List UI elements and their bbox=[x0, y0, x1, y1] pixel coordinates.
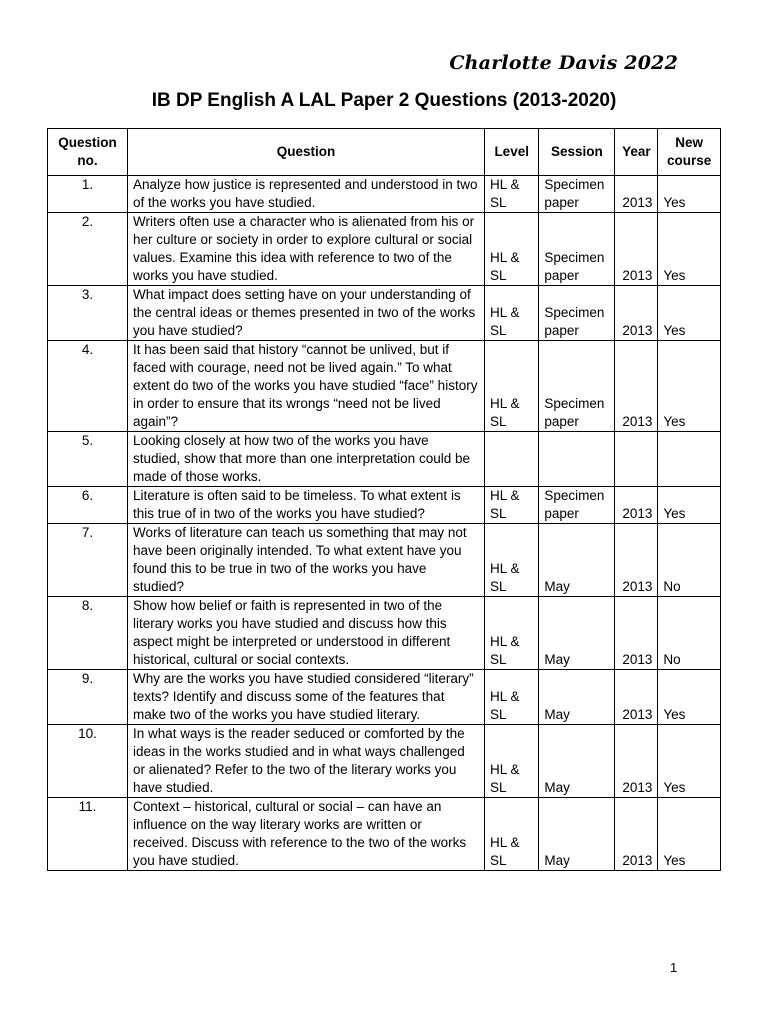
new-course-cell: No bbox=[658, 524, 721, 597]
question-number-cell: 10. bbox=[48, 725, 128, 798]
header-session: Session bbox=[539, 129, 615, 176]
year-cell: 2013 bbox=[615, 341, 658, 432]
session-cell: May bbox=[539, 670, 615, 725]
year-cell: 2013 bbox=[615, 670, 658, 725]
new-course-cell: Yes bbox=[658, 487, 721, 524]
level-cell: HL & SL bbox=[485, 341, 539, 432]
session-cell: May bbox=[539, 524, 615, 597]
question-text-cell: Looking closely at how two of the works you have studied, show that more than one interpretation could be made of those works. bbox=[128, 432, 485, 487]
question-text-cell: Why are the works you have studied considered “literary” texts? Identify and discuss some of the features that make two of the works you have studied literary. bbox=[128, 670, 485, 725]
level-cell bbox=[485, 432, 539, 487]
table-row bbox=[48, 524, 721, 597]
header-year: Year bbox=[615, 129, 658, 176]
year-cell: 2013 bbox=[615, 798, 658, 871]
question-number-cell: 9. bbox=[48, 670, 128, 725]
new-course-cell: Yes bbox=[658, 670, 721, 725]
level-cell: HL & SL bbox=[485, 725, 539, 798]
header-question-no: Question no. bbox=[48, 129, 128, 176]
header-question: Question bbox=[128, 129, 485, 176]
document-title: IB DP English A LAL Paper 2 Questions (2013-2020) bbox=[151, 90, 617, 111]
new-course-cell: Yes bbox=[658, 341, 721, 432]
question-number-cell: 8. bbox=[48, 597, 128, 670]
question-number-cell: 3. bbox=[48, 286, 128, 341]
question-number-cell: 6. bbox=[48, 487, 128, 524]
year-cell: 2013 bbox=[615, 524, 658, 597]
question-text-cell: Writers often use a character who is alienated from his or her culture or society in order to explore cultural or social values. Examine this idea with reference to two of the works you have studied. bbox=[128, 213, 485, 286]
session-cell bbox=[539, 432, 615, 487]
table-row bbox=[48, 286, 721, 341]
table-row bbox=[48, 176, 721, 213]
question-number-cell: 1. bbox=[48, 176, 128, 213]
new-course-cell: Yes bbox=[658, 213, 721, 286]
level-cell: HL & SL bbox=[485, 286, 539, 341]
level-cell: HL & SL bbox=[485, 487, 539, 524]
header-level: Level bbox=[485, 129, 539, 176]
level-cell: HL & SL bbox=[485, 798, 539, 871]
level-cell: HL & SL bbox=[485, 176, 539, 213]
table-row bbox=[48, 597, 721, 670]
question-text-cell: It has been said that history “cannot be unlived, but if faced with courage, need not be lived again.” To what extent do two of the works you have studied “face” history in order to ensure that its wrongs “need not be lived again”? bbox=[128, 341, 485, 432]
header-new-course: New course bbox=[658, 129, 721, 176]
new-course-cell: Yes bbox=[658, 725, 721, 798]
year-cell: 2013 bbox=[615, 213, 658, 286]
page-number: 1 bbox=[670, 960, 678, 975]
session-cell: Specimen paper bbox=[539, 176, 615, 213]
questions-table bbox=[47, 128, 721, 871]
session-cell: May bbox=[539, 798, 615, 871]
table-row bbox=[48, 798, 721, 871]
question-number-cell: 4. bbox=[48, 341, 128, 432]
session-cell: May bbox=[539, 725, 615, 798]
question-text-cell: Works of literature can teach us something that may not have been originally intended. To what extent have you found this to be true in two of the works you have studied? bbox=[128, 524, 485, 597]
new-course-cell: Yes bbox=[658, 798, 721, 871]
session-cell: May bbox=[539, 597, 615, 670]
question-text-cell: Literature is often said to be timeless. To what extent is this true of in two of the works you have studied? bbox=[128, 487, 485, 524]
year-cell bbox=[615, 432, 658, 487]
author-signature: Charlotte Davis 2022 bbox=[449, 52, 678, 74]
session-cell: Specimen paper bbox=[539, 213, 615, 286]
level-cell: HL & SL bbox=[485, 524, 539, 597]
level-cell: HL & SL bbox=[485, 670, 539, 725]
year-cell: 2013 bbox=[615, 597, 658, 670]
table-header-row bbox=[48, 129, 721, 176]
question-number-cell: 5. bbox=[48, 432, 128, 487]
session-cell: Specimen paper bbox=[539, 341, 615, 432]
year-cell: 2013 bbox=[615, 286, 658, 341]
session-cell: Specimen paper bbox=[539, 286, 615, 341]
question-text-cell: In what ways is the reader seduced or comforted by the ideas in the works studied and in what ways challenged or alienated? Refer to the two of the literary works you have studied. bbox=[128, 725, 485, 798]
table-row bbox=[48, 432, 721, 487]
year-cell: 2013 bbox=[615, 487, 658, 524]
new-course-cell: Yes bbox=[658, 176, 721, 213]
question-text-cell: Show how belief or faith is represented in two of the literary works you have studied and discuss how this aspect might be interpreted or understood in different historical, cultural or social contexts. bbox=[128, 597, 485, 670]
year-cell: 2013 bbox=[615, 176, 658, 213]
question-number-cell: 2. bbox=[48, 213, 128, 286]
table-row bbox=[48, 725, 721, 798]
table-body bbox=[48, 176, 721, 871]
question-text-cell: Context – historical, cultural or social – can have an influence on the way literary works are written or received. Discuss with reference to the two of the works you have studied. bbox=[128, 798, 485, 871]
new-course-cell bbox=[658, 432, 721, 487]
new-course-cell: No bbox=[658, 597, 721, 670]
table-row bbox=[48, 670, 721, 725]
session-cell: Specimen paper bbox=[539, 487, 615, 524]
year-cell: 2013 bbox=[615, 725, 658, 798]
level-cell: HL & SL bbox=[485, 213, 539, 286]
table-row bbox=[48, 213, 721, 286]
table-row bbox=[48, 341, 721, 432]
level-cell: HL & SL bbox=[485, 597, 539, 670]
table-row bbox=[48, 487, 721, 524]
question-number-cell: 7. bbox=[48, 524, 128, 597]
new-course-cell: Yes bbox=[658, 286, 721, 341]
question-text-cell: Analyze how justice is represented and understood in two of the works you have studied. bbox=[128, 176, 485, 213]
question-number-cell: 11. bbox=[48, 798, 128, 871]
question-text-cell: What impact does setting have on your understanding of the central ideas or themes presented in two of the works you have studied? bbox=[128, 286, 485, 341]
